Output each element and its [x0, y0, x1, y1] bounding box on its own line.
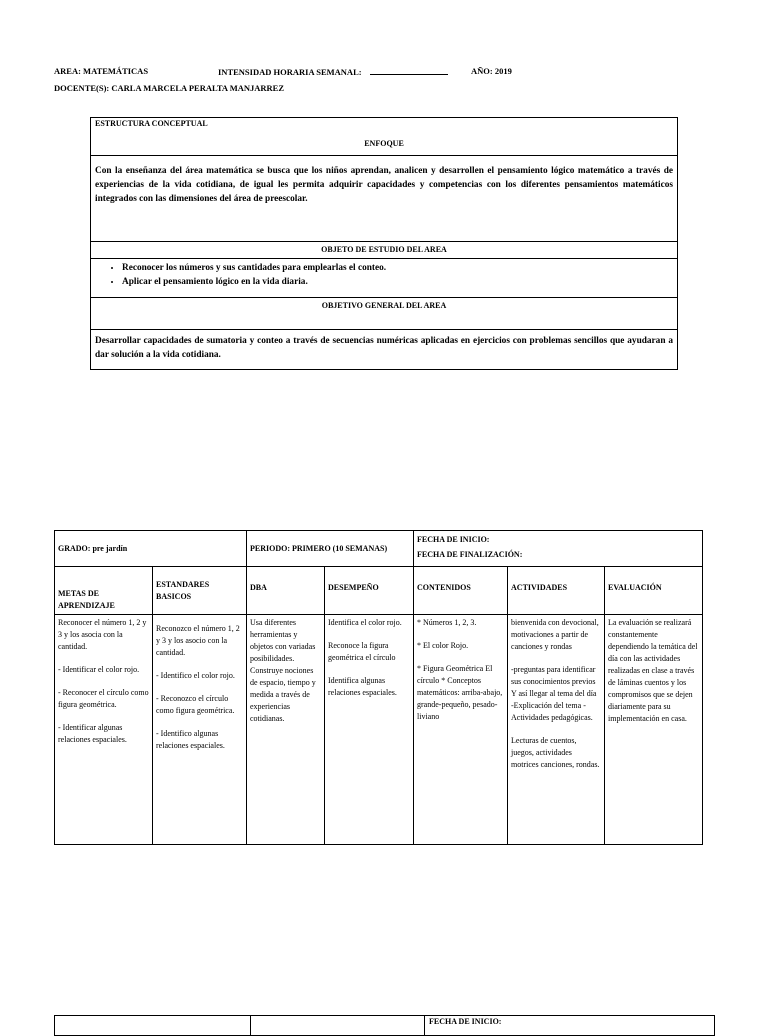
contenidos-cell [414, 615, 508, 845]
area-label: AREA: MATEMÁTICAS [54, 66, 149, 76]
estandares-item: Reconozco el número 1, 2 y 3 y los asocio con la cantidad. [156, 624, 240, 657]
plan-body-row [55, 615, 703, 845]
estructura-conceptual-box [90, 117, 678, 370]
fechas-cell [414, 531, 703, 567]
header-dba: DBA [247, 567, 325, 615]
actividades-item: bienvenida con devocional, motivaciones a partir de canciones y rondas [511, 618, 599, 651]
estandares-cell [153, 615, 247, 845]
planning-table [54, 530, 703, 845]
plan2-grado-cell [55, 1016, 251, 1036]
enfoque-body-row [91, 155, 677, 241]
docente-label: DOCENTE(S): CARLA MARCELA PERALTA MANJARREZ [54, 83, 284, 93]
plan2-fecha-inicio: FECHA DE INICIO: [425, 1016, 715, 1036]
actividades-item: -preguntas para identificar sus conocimientos previos Y así llegar al tema del día -Explicación del tema -Actividades pedagógicas. [511, 665, 597, 722]
desempeno-item: Identifica algunas relaciones espaciales. [328, 676, 397, 697]
planning-table-2 [54, 1015, 715, 1036]
objeto-body-row [91, 258, 677, 298]
plan2-top-row [55, 1016, 715, 1036]
plan-top-row [55, 531, 703, 567]
objeto-item: • Aplicar el pensamiento lógico en la vida diaria. [122, 276, 677, 290]
estructura-title-row [91, 118, 677, 136]
intensidad-label [218, 66, 448, 77]
objeto-list [91, 262, 677, 289]
objeto-head-row [91, 241, 677, 259]
header-estandares: ESTANDARES BASICOS [153, 567, 247, 615]
evaluacion-cell: La evaluación se realizará constantemente dependiendo la temática del día con las actividades realizadas en clase a través de láminas cuentos y los compromisos que se dejen diariamente para su implementación en casa. [605, 615, 703, 845]
metas-item: - Identificar el color rojo. [58, 665, 140, 674]
desempeno-cell [325, 615, 414, 845]
intensidad-blank-line [370, 66, 448, 75]
actividades-cell [508, 615, 605, 845]
fecha-inicio: FECHA DE INICIO: [417, 535, 490, 544]
metas-item: - Reconocer el círculo como figura geométrica. [58, 688, 149, 709]
header-metas: METAS DE APRENDIZAJE [55, 567, 153, 615]
dba-cell: Usa diferentes herramientas y objetos con variadas posibilidades. Construye nociones de espacio, tiempo y medida a través de experiencias cotidianas. [247, 615, 325, 845]
contenidos-item: * Números 1, 2, 3. [417, 618, 477, 627]
estructura-title: ESTRUCTURA CONCEPTUAL [95, 119, 208, 128]
contenidos-item: * Figura Geométrica El círculo * Conceptos matemáticos: arriba-abajo, grande-pequeño, pesado-liviano [417, 664, 503, 721]
objeto-item: • Reconocer los números y sus cantidades para emplearlas el conteo. [122, 262, 677, 276]
objetivo-heading: OBJETIVO GENERAL DEL AREA [321, 301, 447, 310]
header-evaluacion: EVALUACIÓN [605, 567, 703, 615]
enfoque-text: Con la enseñanza del área matemática se busca que los niños aprendan, analicen y desarrollen el pensamiento lógico matemático a través de experiencias de la vida cotidiana, de igual les permita adquirir capacidades y competencias con los diferentes pensamientos matemáticos integrados con las dimensiones del área de preescolar. [95, 166, 673, 204]
header-actividades: ACTIVIDADES [508, 567, 605, 615]
metas-item: - Identificar algunas relaciones espaciales. [58, 723, 127, 744]
estandares-item: - Reconozco el círculo como figura geométrica. [156, 694, 235, 715]
metas-cell [55, 615, 153, 845]
objetivo-body-row [91, 329, 677, 369]
plan-header-row [55, 567, 703, 615]
plan2-periodo-cell [251, 1016, 425, 1036]
actividades-item: Lecturas de cuentos, juegos, actividades motrices canciones, rondas. [511, 736, 600, 769]
grado-cell: GRADO: pre jardín [55, 531, 247, 567]
objeto-heading: OBJETO DE ESTUDIO DEL AREA [321, 245, 447, 254]
periodo-cell: PERIODO: PRIMERO (10 SEMANAS) [247, 531, 414, 567]
intensidad-text: INTENSIDAD HORARIA SEMANAL: [218, 67, 362, 77]
contenidos-item: * El color Rojo. [417, 641, 469, 650]
objetivo-head-row [91, 297, 677, 327]
header-desempeno: DESEMPEÑO [325, 567, 414, 615]
header-contenidos: CONTENIDOS [414, 567, 508, 615]
estandares-item: - Identifico algunas relaciones espaciales. [156, 729, 225, 750]
fecha-finalizacion: FECHA DE FINALIZACIÓN: [417, 550, 523, 559]
desempeno-item: Identifica el color rojo. [328, 618, 402, 627]
desempeno-item: Reconoce la figura geométrica el círculo [328, 641, 396, 662]
metas-item: Reconocer el número 1, 2 y 3 y los asocia con la cantidad. [58, 618, 147, 651]
enfoque-head-row [91, 136, 677, 153]
anio-label: AÑO: 2019 [471, 66, 512, 76]
enfoque-heading: ENFOQUE [364, 139, 404, 148]
objetivo-text: Desarrollar capacidades de sumatoria y conteo a través de secuencias numéricas aplicadas en ejercicios con problemas sencillos que ayudaran a dar solución a la vida cotidiana. [95, 336, 673, 360]
estandares-item: - Identifico el color rojo. [156, 671, 235, 680]
